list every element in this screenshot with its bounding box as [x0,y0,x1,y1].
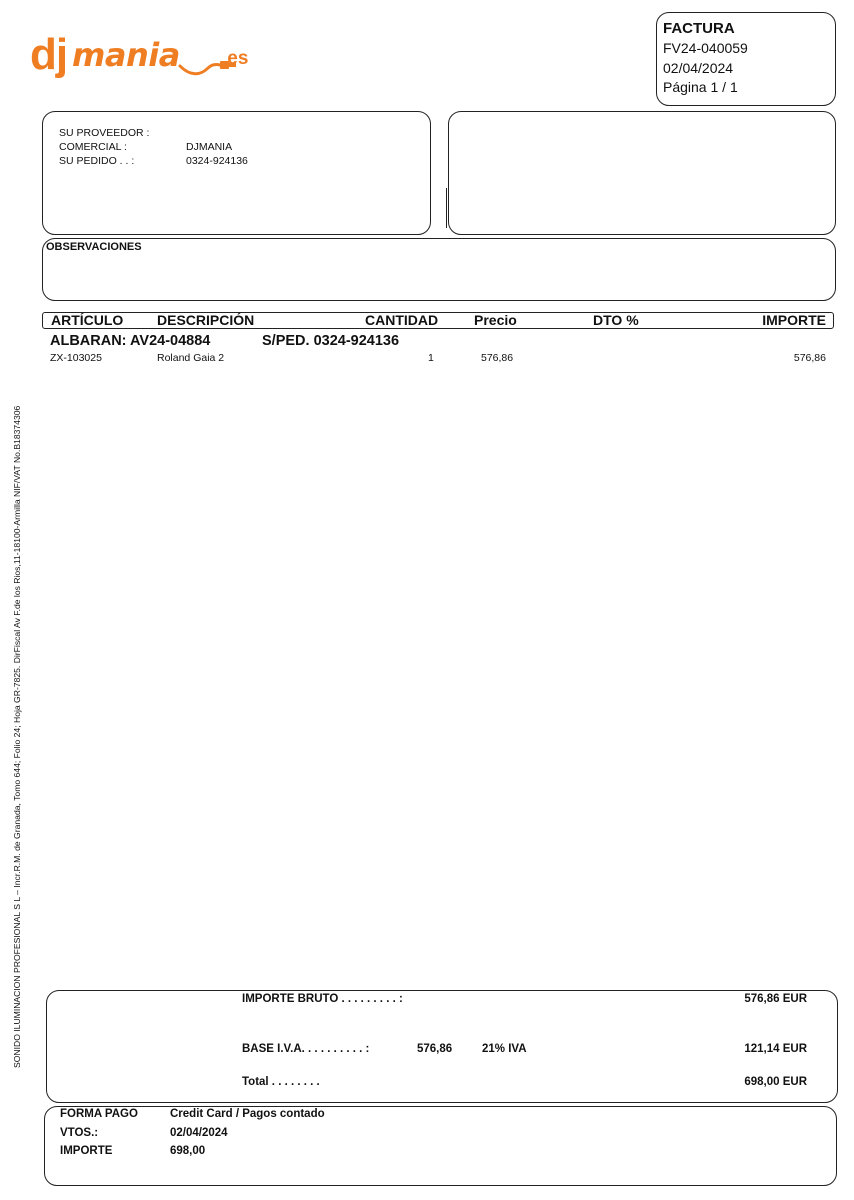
base-iva-value: 576,86 [417,1043,453,1055]
total-value: 698,00 EUR [744,1076,807,1088]
observaciones-box [42,238,836,301]
vtos-label: VTOS.: [60,1127,99,1139]
iva-value: 121,14 EUR [744,1043,807,1055]
row-importe: 576,86 [793,352,826,364]
bruto-label: IMPORTE BRUTO . . . . . . . . . : [242,993,403,1005]
pedido-value: 0324-924136 [186,155,248,167]
supplier-box [42,111,431,235]
row-articulo: ZX-103025 [50,352,102,364]
iva-label: 21% IVA [482,1043,527,1055]
importe-value: 698,00 [170,1145,206,1157]
row-descripcion: Roland Gaia 2 [157,352,225,364]
total-label: Total . . . . . . . . [242,1076,320,1088]
row-cantidad: 1 [428,352,434,364]
invoice-header-box [656,12,836,106]
vtos-value: 02/04/2024 [170,1127,228,1139]
pedido-label: SU PEDIDO . . : [59,155,135,167]
row-precio: 576,86 [481,352,514,364]
table-header [42,312,834,329]
payment-box [44,1106,837,1186]
header-dto: DTO % [593,312,639,328]
logo-es-text: .es [222,48,249,69]
header-cantidad: CANTIDAD [365,312,439,328]
invoice-number: FV24-040059 [663,40,748,56]
forma-pago-label: FORMA PAGO [60,1108,138,1120]
comercial-value: DJMANIA [186,141,233,153]
header-descripcion: DESCRIPCIÓN [157,312,255,328]
company-logo [30,30,260,90]
header-precio: Precio [474,312,517,328]
legal-registry-text: SONIDO ILUMINACION PROFESIONAL S L – Incr.R.M. de Granada, Tomo 644; Folio 24; Hoja GR-7825. DirFiscal Av F.de los Rios,11-18100-Armilla NIF/VAT No.B18374306 [12,405,22,1068]
totals-box [46,990,838,1103]
address-mark-left [446,188,447,228]
comercial-label: COMERCIAL : [59,141,127,153]
logo-mania-text: mania [72,36,180,74]
header-articulo: ARTÍCULO [51,312,124,328]
forma-pago-value: Credit Card / Pagos contado [170,1108,325,1120]
observaciones-title: OBSERVACIONES [46,241,142,253]
invoice-page: Página 1 / 1 [663,79,738,95]
customer-address-box [448,111,836,235]
invoice-date: 02/04/2024 [663,60,734,76]
logo-dj-text: dj [30,30,68,79]
importe-label: IMPORTE [60,1145,113,1157]
invoice-title: FACTURA [663,20,735,37]
sped-number: S/PED. 0324-924136 [262,333,400,349]
albaran-number: ALBARAN: AV24-04884 [50,333,211,349]
address-mark-top [483,111,493,112]
proveedor-label: SU PROVEEDOR : [59,127,150,139]
base-iva-label: BASE I.V.A. . . . . . . . . . : [242,1043,370,1055]
header-importe: IMPORTE [762,312,826,328]
bruto-value: 576,86 EUR [744,993,807,1005]
